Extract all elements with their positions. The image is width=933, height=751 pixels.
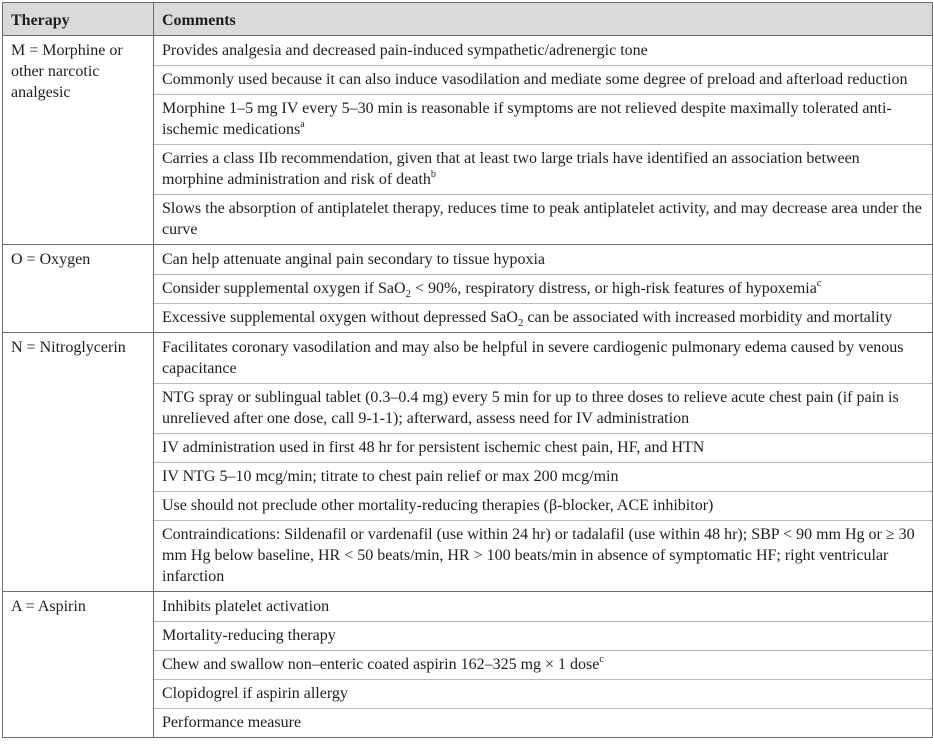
comments-cell (154, 592, 932, 737)
footnote-marker: a (300, 118, 305, 130)
comment-line: Clopidogrel if aspirin allergy (154, 680, 932, 709)
comment-line: Morphine 1–5 mg IV every 5–30 min is reasonable if symptoms are not relieved despite maximally tolerated anti-ischemic medications$^a$ (154, 95, 932, 145)
therapy-cell: N = Nitroglycerin (3, 333, 154, 591)
header-therapy: Therapy (3, 3, 154, 35)
comments-cell (154, 333, 932, 591)
comment-line: Facilitates coronary vasodilation and may also be helpful in severe cardiogenic pulmonary edema caused by venous capacitance (154, 334, 932, 384)
comment-line: Carries a class IIb recommendation, given that at least two large trials have identified an association between morphine administration and risk of death$^b$ (154, 145, 932, 195)
comment-line: IV NTG 5–10 mcg/min; titrate to chest pain relief or max 200 mcg/min (154, 463, 932, 492)
comment-line: Performance measure (162, 714, 302, 731)
comment-line: NTG spray or sublingual tablet (0.3–0.4 mg) every 5 min for up to three doses to relieve acute chest pain (if pain is unrelieved after one dose, call 9-1-1); afterward, assess need for IV administration (154, 384, 932, 434)
comment-line: Can help attenuate anginal pain secondary to tissue hypoxia (154, 246, 932, 275)
comment-line: IV administration used in first 48 hr for persistent ischemic chest pain, HF, and HTN (154, 434, 932, 463)
comment-line: Provides analgesia and decreased pain-induced sympathetic/adrenergic tone (154, 37, 932, 66)
table-row-morphine (3, 36, 932, 245)
comment-line: Inhibits platelet activation (154, 593, 932, 622)
comment-line: Consider supplemental oxygen if SaO$_2$ < 90%, respiratory distress, or high-risk features of hypoxemia$^c$ (154, 275, 932, 304)
mona-therapy-table (2, 2, 933, 738)
footnote-marker: c (816, 277, 822, 289)
therapy-cell: O = Oxygen (3, 245, 154, 332)
comment-line: Chew and swallow non–enteric coated aspirin 162–325 mg × 1 dose$^c$ (154, 651, 932, 680)
table-row-nitroglycerin (3, 333, 932, 592)
therapy-cell: A = Aspirin (3, 592, 154, 737)
therapy-cell: M = Morphine or other narcotic analgesic (3, 36, 154, 244)
comments-cell (154, 36, 932, 244)
footnote-marker: b (430, 168, 436, 180)
comment-line: Mortality-reducing therapy (154, 622, 932, 651)
comments-cell (154, 245, 932, 332)
comment-line: Use should not preclude other mortality-reducing therapies (β-blocker, ACE inhibitor) (154, 492, 932, 521)
table-header (3, 3, 932, 36)
comment-line: Excessive supplemental oxygen without depressed SaO$_2$ can be associated with increased morbidity and mortality (162, 309, 893, 330)
table-row-oxygen (3, 245, 932, 333)
header-comments: Comments (162, 12, 236, 29)
comment-line: Contraindications: Sildenafil or vardenafil (use within 24 hr) or tadalafil (use within 48 hr); SBP < 90 mm Hg or ≥ 30 mm Hg below baseline, HR < 50 beats/min, HR > 100 beats/min in absence of symptomatic HF; right ventricular infarction (162, 526, 915, 585)
comment-line: Commonly used because it can also induce vasodilation and mediate some degree of preload and afterload reduction (154, 66, 932, 95)
table-row-aspirin (3, 592, 932, 738)
comment-line: Slows the absorption of antiplatelet therapy, reduces time to peak antiplatelet activity, and may decrease area under the curve (162, 200, 922, 238)
footnote-marker: c (599, 653, 604, 665)
